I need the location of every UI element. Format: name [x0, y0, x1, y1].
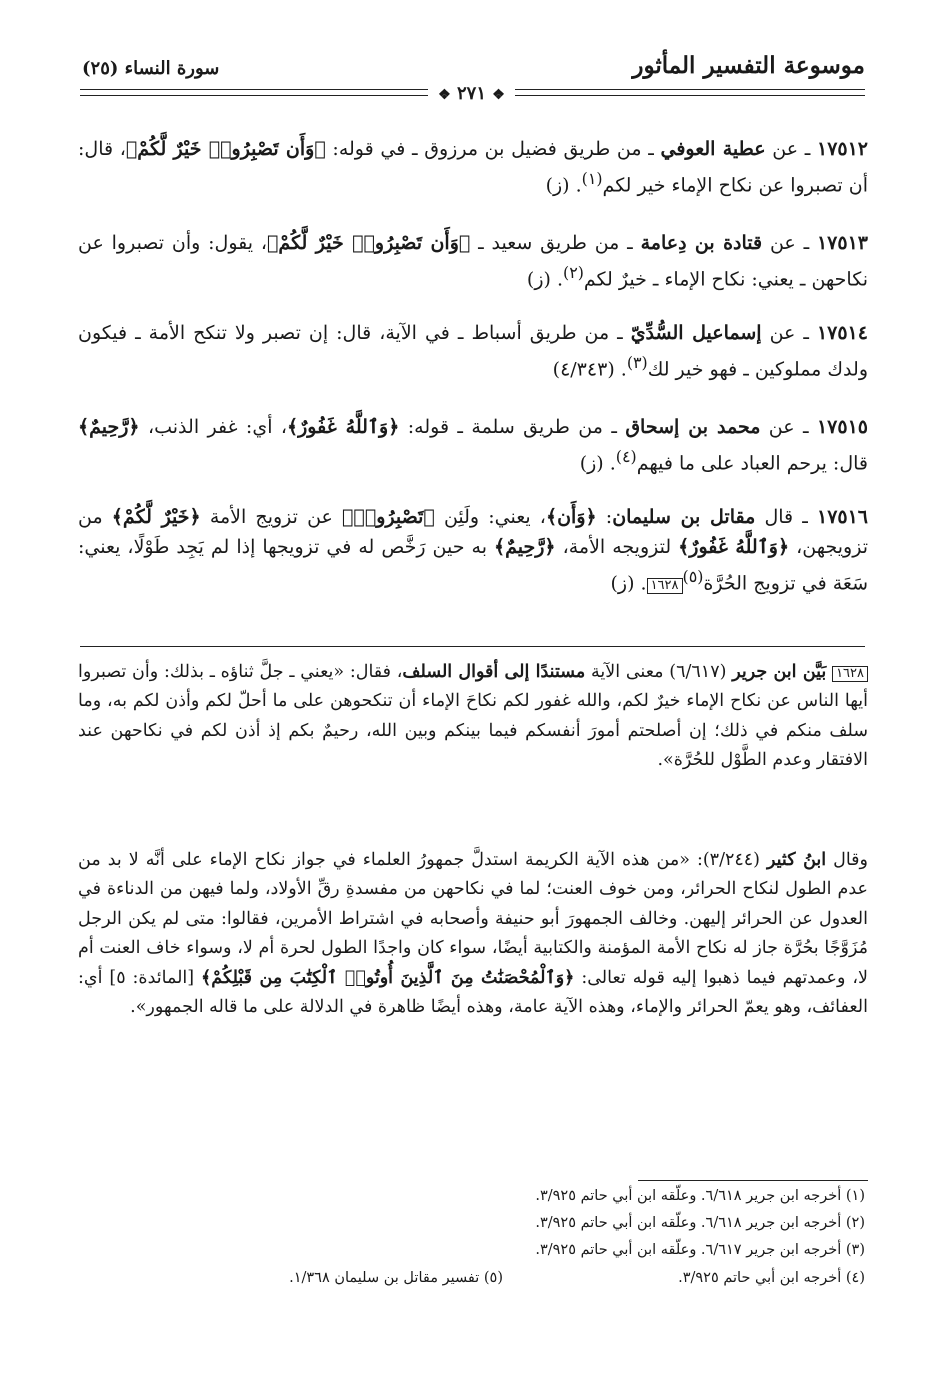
entry-number: ١٧٥١٣	[816, 232, 868, 254]
quran-quote: ﴿وَٱللَّهُ غَفُورٌ﴾	[678, 536, 790, 558]
narrator-name: مقاتل بن سليمان	[612, 506, 756, 528]
narrator-name: عطية العوفي	[660, 138, 766, 160]
footnotes-separator	[638, 1180, 868, 1181]
entry-text: ، يعني: ولَئِن	[434, 506, 546, 528]
entry-number: ١٧٥١٦	[816, 506, 869, 528]
entry-17514	[78, 318, 868, 384]
entry-text: ـ من طريق فضيل بن مرزوق ـ في قوله:	[325, 138, 661, 160]
entry-text: ، يقول: وأن تصبروا عن نكاحهن ـ يعني: نكاح الإماء ـ خيرٌ لكم	[78, 232, 868, 291]
page-number-text: ٢٧١	[456, 83, 486, 104]
entry-text: لتزويجه الأمة،	[555, 536, 679, 558]
entry-text: . (ز)	[545, 174, 582, 197]
footnote-5: (٥) تفسير مقاتل بن سليمان ١/٣٦٨.	[289, 1270, 503, 1286]
entry-17516	[78, 502, 868, 598]
note-text: وقال	[826, 850, 869, 870]
footnote-ref[interactable]: (٢)	[563, 263, 584, 282]
quran-quote: ﴿وَأَن تَصْبِرُوا۟ خَيْرٌ لَّكُمْ﴾	[267, 232, 471, 254]
entry-text: به حين رَخَّص له في تزويجها إذا لم يَجِد طَوْلًا، يعني: سَعَة في تزويج الحُرَّة	[78, 536, 868, 595]
entry-text: عن تزويج الأمة	[200, 506, 343, 528]
entry-number: ١٧٥١٥	[816, 416, 868, 438]
footnote-ref[interactable]: (٣)	[626, 353, 648, 372]
entry-text: . (ز)	[610, 572, 647, 595]
entry-text: ـ عن	[761, 322, 817, 344]
scholar-name: بَيَّن ابن جرير	[732, 662, 827, 682]
entry-number: ١٧٥١٢	[816, 138, 869, 160]
entry-number: ١٧٥١٤	[816, 322, 868, 344]
entry-text: ـ عن	[760, 416, 817, 438]
quran-quote: ﴿وَٱلْمُحْصَنَٰتُ مِنَ ٱلَّذِينَ أُوتُوا۟ ٱلْكِتَٰبَ مِن قَبْلِكُمْ﴾	[201, 967, 575, 988]
note-text: (٣/٢٤٤): «من هذه الآية الكريمة استدلَّ جمهورُ العلماء في جواز نكاح الإماء على أنَّه لا بد من عدم الطول لنكاح الحرائر، ومن خوف العنت؛ لما في نكاحهن من مفسدةِ رقِّ الأولاد، ولما فيهن من الدناءة في العدول عن الحرائر إليهن. وخالف الجمهورَ أبو حنيفة وأصحابه في اشتراط الأمرين، فقالوا: متى لم يكن الرجل مُزَوَّجًا بحُرَّة جاز له نكاح الأمة المؤمنة والكتابية أيضًا، سواء كان واجدًا الطول لحرة أم لا، وسواء خاف العنت أم لا، وعمدتهم فيما ذهبوا إليه قوله تعالى:	[78, 850, 868, 988]
entry-text: . (ز)	[526, 268, 563, 291]
book-title: موسوعة التفسير المأثور	[632, 52, 865, 79]
entry-text: ـ عن	[765, 138, 817, 160]
entry-17512	[78, 134, 868, 200]
note-ref-box[interactable]: ١٦٢٨	[647, 578, 683, 594]
entry-text: ـ قال	[755, 506, 817, 528]
note-emphasis: مستندًا إلى أقوال السلف	[402, 662, 586, 682]
entry-text: من تزويجهن،	[78, 506, 868, 558]
footnote-3: (٣) أخرجه ابن جرير ٦/٦١٧. وعلّقه ابن أبي حاتم ٣/٩٢٥.	[535, 1242, 865, 1258]
note-text: (٦/٦١٧) معنى الآية	[585, 662, 733, 682]
page-number-wrap	[0, 83, 943, 104]
quran-quote: ﴿وَأَن﴾	[545, 506, 597, 528]
quran-quote: ﴿وَأَن تَصْبِرُوا۟ خَيْرٌ لَّكُمْ﴾	[125, 138, 326, 160]
quran-quote: ﴿رَّحِيمٌ﴾	[494, 536, 556, 558]
entry-text: ـ من طريق سعيد ـ	[470, 232, 641, 254]
notes-separator	[80, 646, 865, 647]
entry-17515	[78, 412, 868, 478]
entry-text: :	[596, 506, 613, 528]
entry-text: ـ من طريق سلمة ـ قوله:	[399, 416, 626, 438]
quran-quote: ﴿رَّحِيمٌ﴾	[78, 416, 140, 438]
entry-text: ـ من طريق أسباط ـ في الآية، قال: إن تصبر ولا تنكح الأمة ـ فيكون ولدك مملوكين ـ فهو خير لك	[78, 322, 868, 381]
scholar-name: ابنُ كثير	[767, 850, 827, 870]
note-number-box: ١٦٢٨	[832, 666, 868, 682]
surah-label: سورة النساء (٢٥)	[82, 58, 220, 79]
footnote-ref[interactable]: (١)	[581, 169, 603, 188]
quran-quote: ﴿وَٱللَّهُ غَفُورٌ﴾	[287, 416, 400, 438]
entry-17513	[78, 228, 868, 294]
footnote-4: (٤) أخرجه ابن أبي حاتم ٣/٩٢٥.	[678, 1270, 865, 1286]
ornament-icon: ❖	[438, 87, 451, 103]
note-ibn-kathir	[78, 846, 868, 1022]
entry-text: . (٤/٣٤٣)	[552, 358, 627, 381]
quran-quote: ﴿خَيْرٌ لَّكُمْ﴾	[111, 506, 201, 528]
ornament-icon: ❖	[492, 87, 505, 103]
footnote-ref[interactable]: (٤)	[615, 447, 637, 466]
entry-text: ، أي: غفر الذنب،	[139, 416, 287, 438]
quran-quote: ﴿تَصْبِرُوا۟﴾	[342, 506, 435, 528]
note-text: [المائدة: ٥] أي: العفائف، وهو يعمّ الحرائر والإماء، وهذه الآية عامة، وهذه أيضًا ظاهرة في الدلالة على ما قاله الجمهور».	[78, 967, 868, 1018]
note-1628	[78, 658, 868, 776]
note-text: ، فقال: «يعني ـ جلَّ ثناؤه ـ بذلك: وأن تصبروا أيها الناس عن نكاح الإماء خيرٌ لكم، والله غفور لكم نكاحَ الإماء أن تنكحوهن على ما أحلّ لكم وأذن لكم به، وما سلف منكم في ذلك؛ إن أصلحتم أمورَ أنفسكم فيما بينكم وبين الله، رحيمٌ بكم إذ أذن لكم في نكاحهن عند الافتقار وعدم الطَّوْل للحُرَّة».	[78, 662, 868, 771]
footnote-ref[interactable]: (٥)	[682, 567, 704, 586]
footnote-1: (١) أخرجه ابن جرير ٦/٦١٨. وعلّقه ابن أبي حاتم ٣/٩٢٥.	[535, 1188, 865, 1204]
page-number	[428, 83, 515, 104]
narrator-name: قتادة بن دِعامة	[640, 232, 763, 254]
entry-text: . (ز)	[579, 452, 616, 475]
narrator-name: محمد بن إسحاق	[625, 416, 761, 438]
entry-text: قال: يرحم العباد على ما فيهم	[636, 452, 868, 475]
footnote-2: (٢) أخرجه ابن جرير ٦/٦١٨. وعلّقه ابن أبي حاتم ٣/٩٢٥.	[535, 1215, 865, 1231]
narrator-name: إسماعيل السُّدِّيّ	[630, 322, 762, 344]
entry-text: ، قال: أن تصبروا عن نكاح الإماء خير لكم	[78, 138, 868, 197]
entry-text: ـ عن	[762, 232, 817, 254]
